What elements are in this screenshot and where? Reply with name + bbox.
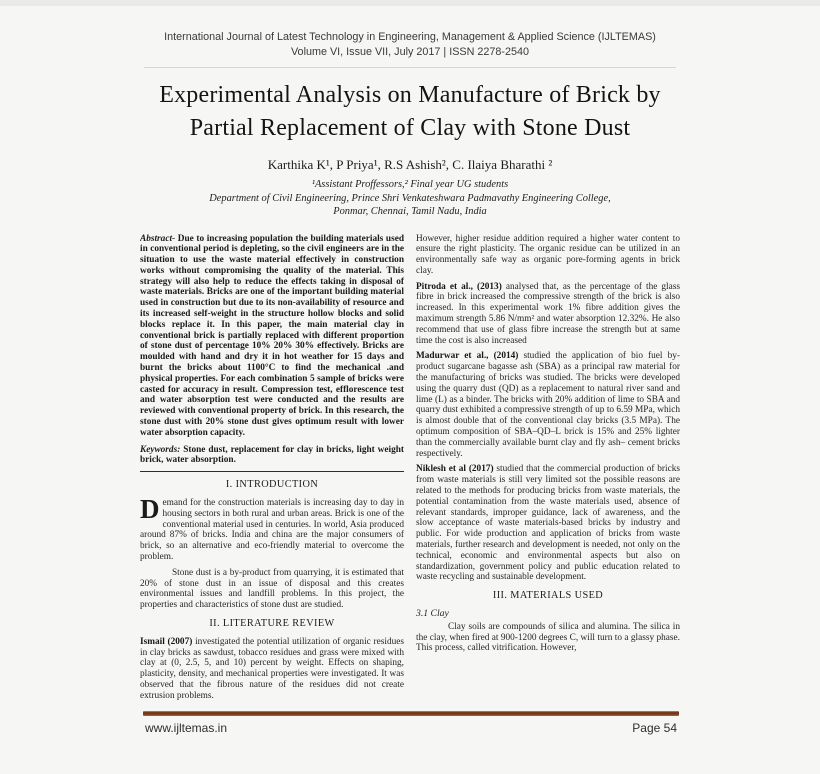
niklesh-paragraph (416, 464, 680, 583)
footer-text-row (143, 721, 679, 735)
drop-cap-letter: D (140, 494, 160, 525)
section-heading-literature-review: II. LITERATURE REVIEW (209, 618, 335, 629)
clay-paragraph: Clay soils are compounds of silica and alumina. The silica in the clay, when fired at 900-1200 degrees C, will turn to a glassy phase. This process, called vitrification. However, (416, 621, 680, 654)
journal-name: International Journal of Latest Technology in Engineering, Management & Applied Science (IJLTEMAS) (164, 31, 656, 43)
paper-title-line2: Partial Replacement of Clay with Stone Dust (189, 115, 631, 141)
keywords-label: Keywords: (140, 444, 181, 455)
pitroda-text: analysed that, as the percentage of the glass fibre in brick increased the compressive strength of the brick is also increased. In this experimental work 1% fibre addition gives the maximum strength 5.86 N/mm² and water absorption 12.32%. He also recommend that use of glass fibre increase the strength but at same time the cost is also increased (416, 281, 680, 346)
ismail-citation: Ismail (2007) (140, 636, 193, 647)
top-edge-strip (0, 0, 820, 6)
intro-paragraph-2: Stone dust is a by-product from quarrying, it is estimated that 20% of stone dust in an issue of disposal and this creates environmental issues and landfill problems. In this project, the properties and characteristics of stone dust are studied. (140, 567, 404, 611)
paper-title (140, 79, 680, 145)
madurwar-citation: Madurwar et al., (2014) (416, 351, 519, 362)
pitroda-paragraph (416, 282, 680, 347)
madurwar-text: studied the application of bio fuel by-product sugarcane bagasse ash (SBA) as a principal raw material for the manufacturing of bricks was studied. The bricks were developed using the quarry dust (QD) as a replacement to natural river sand and lime (L) as a binder. The bricks with 20% addition of lime to SBA and quarry dust exhibited a compressive strength of up to 6.59 MPa, which is almost double that of the conventional clay bricks (3.5 MPa). The optimum composition of SBA–QD–L brick is 15% and 25% lighter than the commercially available burnt clay and fly ash– cement bricks respectively. (416, 351, 680, 459)
header-divider (144, 67, 676, 68)
left-column (140, 234, 404, 720)
section-heading-introduction: I. INTRODUCTION (225, 479, 319, 491)
intro-paragraph-1 (140, 494, 404, 563)
affiliation-department: Department of Civil Engineering, Prince Shri Venkateshwara Padmavathy Engineering College, (209, 192, 611, 204)
authors-line: Karthika K¹, P Priya¹, R.S Ashish², C. Ilaiya Bharathi ² (267, 157, 553, 172)
footer-page-number: Page 54 (632, 721, 677, 735)
footer-website: www.ijltemas.in (145, 721, 228, 735)
page-footer (143, 711, 679, 735)
abstract-label: Abstract- (140, 233, 176, 244)
clay-subheading: 3.1 Clay (416, 608, 449, 619)
residue-continuation-paragraph: However, higher residue addition required a higher water content to ensure the right plasticity. The organic residue can be utilized in an environmentally safe way as organic pore-forming agents in brick clay. (416, 233, 680, 276)
two-column-body (140, 234, 680, 720)
abstract-text: Due to increasing population the building materials used in conventional period is depleting, so the civil engineers are in the situation to use the waste material effectively in construction works without compromising the quality of the material. This strategy will also help to reduce the effects taking in disposal of waste materials. Bricks are one of the important building material used in construction but due to its non-availability of resource and its increased self-weight in the structure hollow blocks and solid blocks replace it. In this paper, the main material clay in conventional brick is partially replaced with different proportion of stone dust of percentage 10% 20% 30% effectively. Bricks are moulded with hand and dry it in hot weather for 15 days and burnt the bricks about 1100°C to find the mechanical .and physical properties. For each combination 5 sample of bricks were casted for accuracy in result. Compression test, efflorescence test and water absorption test were conducted and the results are reviewed with conventional property of brick. In this research, the stone dust with 20% stone dust gives optimum result with lower water absorption capacity. (140, 233, 404, 438)
madurwar-paragraph (416, 351, 680, 459)
right-column (416, 234, 680, 720)
journal-issue-line: Volume VI, Issue VII, July 2017 | ISSN 2278-2540 (290, 46, 530, 58)
document-page (140, 30, 680, 720)
abstract-paragraph (140, 234, 404, 439)
journal-header (140, 30, 680, 68)
section-heading-materials-used: III. MATERIALS USED (492, 590, 604, 602)
pitroda-citation: Pitroda et al., (2013) (416, 281, 502, 292)
niklesh-citation: Niklesh et al (2017) (416, 464, 494, 475)
keywords-text: Stone dust, replacement for clay in bricks, light weight brick, water absorption. (140, 444, 405, 466)
ismail-paragraph (140, 637, 404, 702)
intro-paragraph-1-text: emand for the construction materials is increasing day to day in housing sectors in both rural and urban areas. Brick is one of the conventional material used in centuries. In world, Asia produced around 87% of bricks. India and china are the major consumers of brick, so an alternative and eco-friendly material to overcome the problem. (140, 498, 404, 563)
ismail-text: investigated the potential utilization of organic residues in clay bricks as sawdust, tobacco residues and grass were mixed with clay at (0, 2.5, 5, and 10) percent by weight. Effects on shaping, plasticity, density, and mechanical properties were investigated. It was observed that the fibrous nature of the residues did not create extrusion problems. (140, 636, 405, 701)
affiliation-location: Ponmar, Chennai, Tamil Nadu, India (333, 206, 487, 217)
niklesh-text: studied that the commercial production of bricks from waste materials is still very limited sot the possible reasons are related to the methods for producing bricks from waste materials, the potential contamination from the waste materials used, absence of relevant standards, improper guidance, lack of awareness, and the slow acceptance of waste materials-based bricks by industry and public. For wide production and application of bricks from waste materials, further research and development is needed, not only on the technical, economic and environmental aspects but also on standardization, government policy and public education related to waste recycling and sustainable development. (416, 464, 680, 583)
keywords-paragraph (140, 445, 404, 467)
affiliation-roles: ¹Assistant Proffessors,² Final year UG students (311, 179, 509, 190)
footer-divider-rule (143, 711, 679, 716)
keywords-divider (140, 471, 404, 472)
paper-title-line1: Experimental Analysis on Manufacture of Brick by (159, 82, 661, 108)
